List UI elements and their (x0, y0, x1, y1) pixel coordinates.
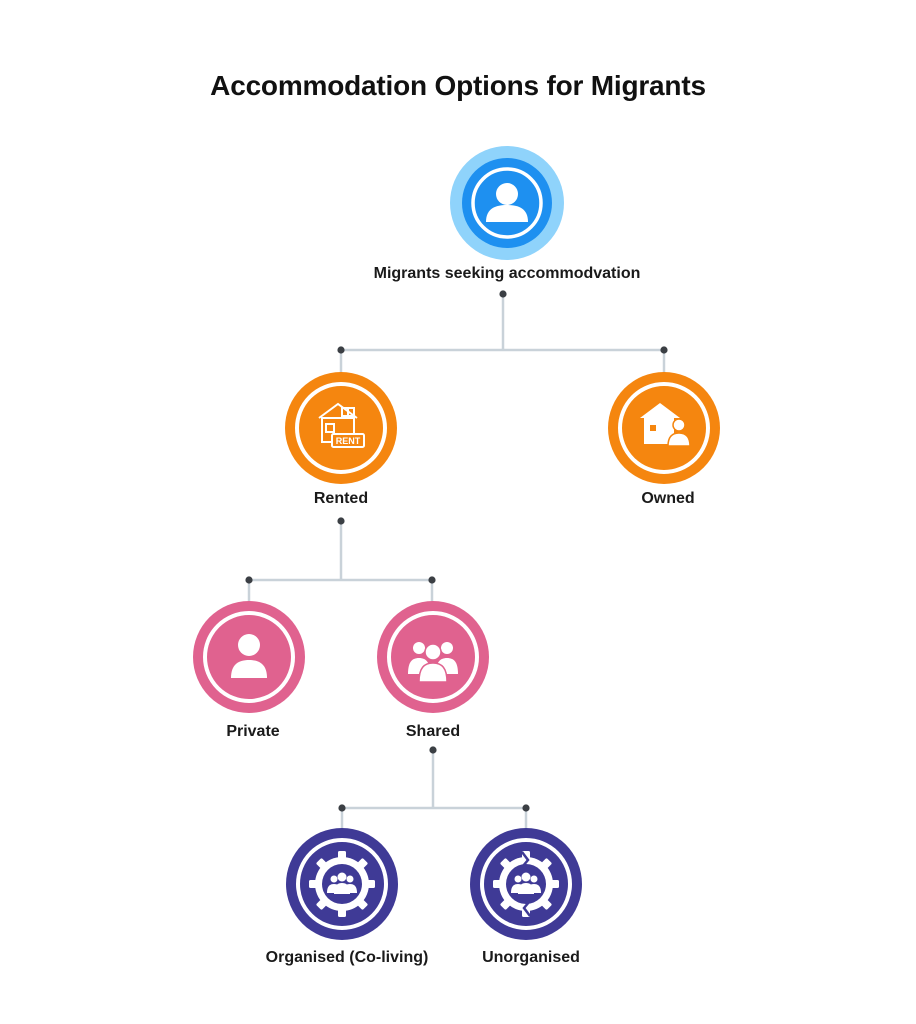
node-rented (285, 372, 397, 484)
svg-text:RENT: RENT (335, 436, 361, 446)
dot (499, 290, 506, 297)
node-owned (608, 372, 720, 484)
dot (337, 346, 344, 353)
dot (429, 746, 436, 753)
connector-rented (249, 521, 432, 604)
dot (338, 804, 345, 811)
connector-root (341, 294, 664, 374)
rented-label: Rented (313, 490, 369, 507)
dot (337, 517, 344, 524)
private-label: Private (226, 723, 280, 740)
dot (428, 576, 435, 583)
node-unorganised (470, 828, 582, 940)
node-shared (377, 601, 489, 713)
node-private (193, 601, 305, 713)
broken-gear-group-icon (493, 851, 559, 917)
root-label: Migrants seeking accommodvation (373, 265, 641, 282)
shared-label: Shared (405, 723, 461, 740)
node-organised (286, 828, 398, 940)
connectors (249, 294, 664, 830)
organised-label: Organised (Co-living) (265, 949, 429, 966)
node-root (450, 146, 564, 260)
owned-label: Owned (641, 490, 695, 507)
dot (522, 804, 529, 811)
connector-shared (342, 750, 526, 830)
gear-group-icon (309, 851, 375, 917)
dot (660, 346, 667, 353)
dot (245, 576, 252, 583)
unorganised-label: Unorganised (482, 949, 580, 966)
diagram-title: Accommodation Options for Migrants (210, 70, 706, 101)
